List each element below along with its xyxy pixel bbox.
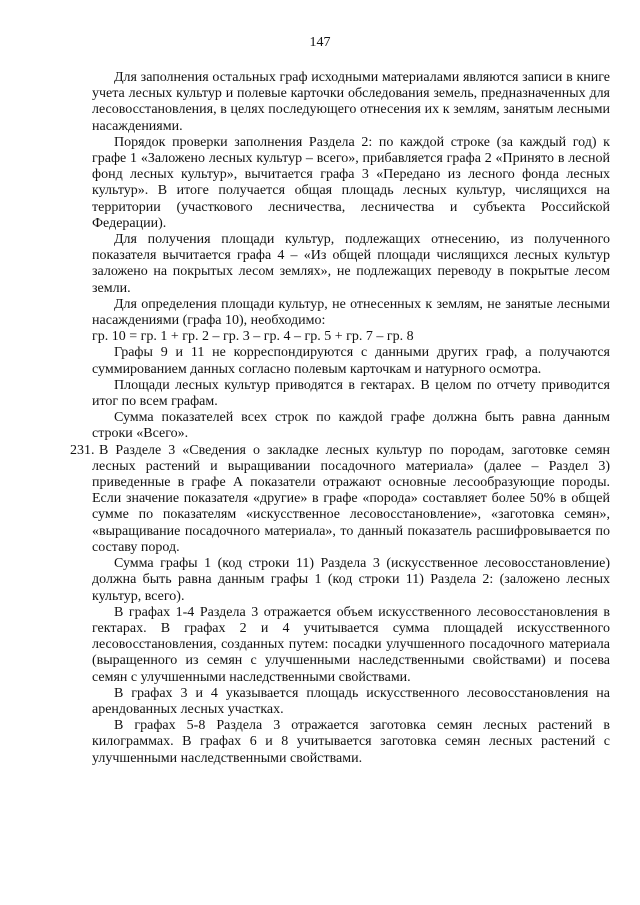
document-body [70,70,611,767]
paragraph-hectares: Площади лесных культур приводятся в гектарах. В целом по отчету приводится итог по всем графам. [92,377,610,410]
paragraph-item-231 [70,442,611,556]
page-number: 147 [309,35,331,50]
paragraph-columns-5-8: В графах 5-8 Раздела 3 отражается заготовка семян лесных растений в килограммах. В графах 6 и 8 учитывается заготовка семян лесных растений с улучшенными наследственными свойствами. [92,718,610,766]
paragraph-area-assignment: Для получения площади культур, подлежащих отнесению, из полученного показателя вычитается графа 4 – «Из общей площади числящихся лесных культур заложено на покрытых лесом землях», не подлежащих переводу в покрытые лесом земли. [92,232,610,296]
paragraph-total-row: Сумма показателей всех строк по каждой графе должна быть равна данным строки «Всего». [92,410,610,442]
paragraph-columns-3-4: В графах 3 и 4 указывается площадь искусственного лесовосстановления на арендованных лесных участках. [92,685,610,717]
paragraph-columns-9-11: Графы 9 и 11 не корреспондируются с данными других граф, а получаются суммированием данных согласно полевым карточкам и натурного осмотра. [92,345,610,377]
formula-column-10: гр. 10 = гр. 1 + гр. 2 – гр. 3 – гр. 4 – гр. 5 + гр. 7 – гр. 8 [92,329,414,345]
paragraph-column-1-sum: Сумма графы 1 (код строки 11) Раздела 3 (искусственное лесовосстановление) должна быть равна данным графы 1 (код строки 11) Раздела 2: (заложено лесных культур, всего). [92,556,610,604]
paragraph-column-10-definition: Для определения площади культур, не отнесенных к землям, не занятые лесными насаждениями (графа 10), необходимо: [92,296,610,329]
paragraph-source-materials: Для заполнения остальных граф исходными материалами являются записи в книге учета лесных культур и полевые карточки обследования земель, предназначенных для лесовосстановления, в целях последующего отнесения их к землям, занятым лесными насаждениями. [92,70,610,134]
item-231-text: В Разделе 3 «Сведения о закладке лесных культур по породам, заготовке семян лесных растений и выращивании посадочного материала» (далее – Раздел 3) приведенные в графе А показатели отражают основные лесообразующие породы. Если значение показателя «другие» в графе «порода» составляет более 50% в общей сумме по показателям «искусственное лесовосстановление», «заготовка семян», «выращивание посадочного материала», то данный показатель расшифровывается по составу пород. [92,442,611,555]
paragraph-check-order-section-2: Порядок проверки заполнения Раздела 2: по каждой строке (за каждый год) к графе 1 «Заложено лесных культур – всего», прибавляется графа 2 «Принято в лесной фонд лесных культур», вычитается графа 3 «Передано из лесного фонда лесных культур». В итоге получается общая площадь лесных культур, числящихся на территории (участкового лесничества, лесничества и субъекта Российской Федерации). [92,134,610,231]
item-number-231: 231. [70,442,95,458]
paragraph-columns-1-4: В графах 1-4 Раздела 3 отражается объем искусственного лесовосстановления в гектарах. В графах 2 и 4 учитывается сумма площадей искусственного лесовосстановления, созданных путем: посадки улучшенного посадочного материала (выращенного из семян с улучшенными наследственными свойствами) и посева семян с улучшенными наследственными свойствами. [92,604,610,685]
